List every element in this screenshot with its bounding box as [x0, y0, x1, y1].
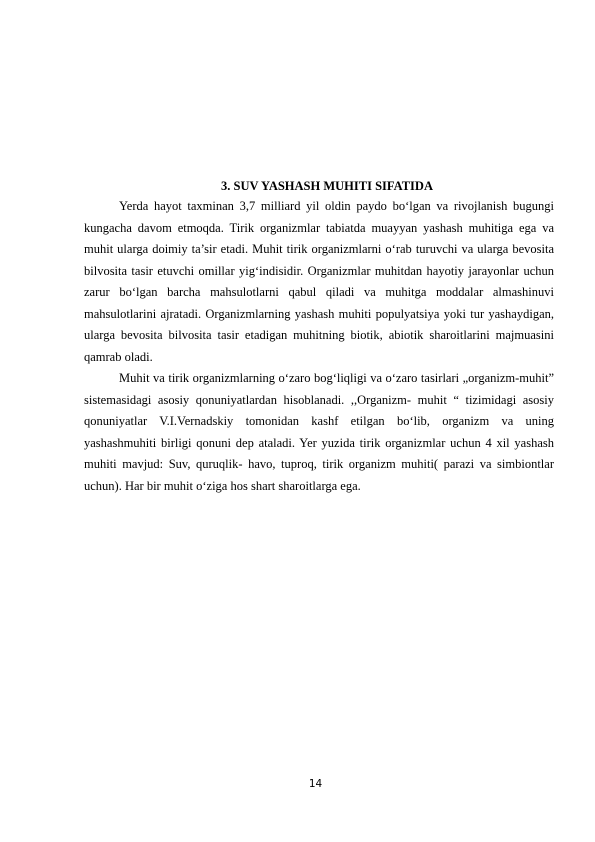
paragraph-2: Muhit va tirik organizmlarning o‘zaro bog‘liqligi va o‘zaro tasirlari „organizm-muhit” sistemasidagi asosiy qonuniyatlardan hisoblanadi. ,,Organizm- muhit “ tizimidagi asosiy qonuniyatlar V.I.Vernadskiy tomonidan kashf etilgan bo‘lib, organizm va uning yashashmuhiti birligi qonuni dep ataladi. Yer yuzida tirik organizmlar uchun 4 xil yashash muhiti mavjud: Suv, quruqlik- havo, tuproq, tirik organizm muhiti( parazi va simbiontlar uchun). Har bir muhit o‘ziga hos shart sharoitlarga ega. — [84, 371, 554, 493]
page-number: 14 — [308, 778, 323, 790]
section-title: 3. SUV YASHASH MUHITI SIFATIDA — [221, 179, 433, 193]
paragraph-1: Yerda hayot taxminan 3,7 milliard yil oldin paydo bo‘lgan va rivojlanish bugungi kungacha davom etmoqda. Tirik organizmlar tabiatda muayyan yashash muhitiga ega va muhit ularga doimiy ta’sir etadi. Muhit tirik organizmlarni o‘rab turuvchi va ularga bevosita bilvosita tasir etuvchi omillar yig‘indisidir. Organizmlar muhitdan hayotiy jarayonlar uchun zarur bo‘lgan barcha mahsulotlarni qabul qiladi va muhitga moddalar almashinuvi mahsulotlarini ajratadi. Organizmlarning yashash muhiti populyatsiya yoki tur yashaydigan, ularga bevosita bilvosita tasir etadigan muhitning biotik, abiotik sharoitlarini majmuasini qamrab oladi. — [84, 199, 554, 364]
page-content — [84, 176, 554, 497]
